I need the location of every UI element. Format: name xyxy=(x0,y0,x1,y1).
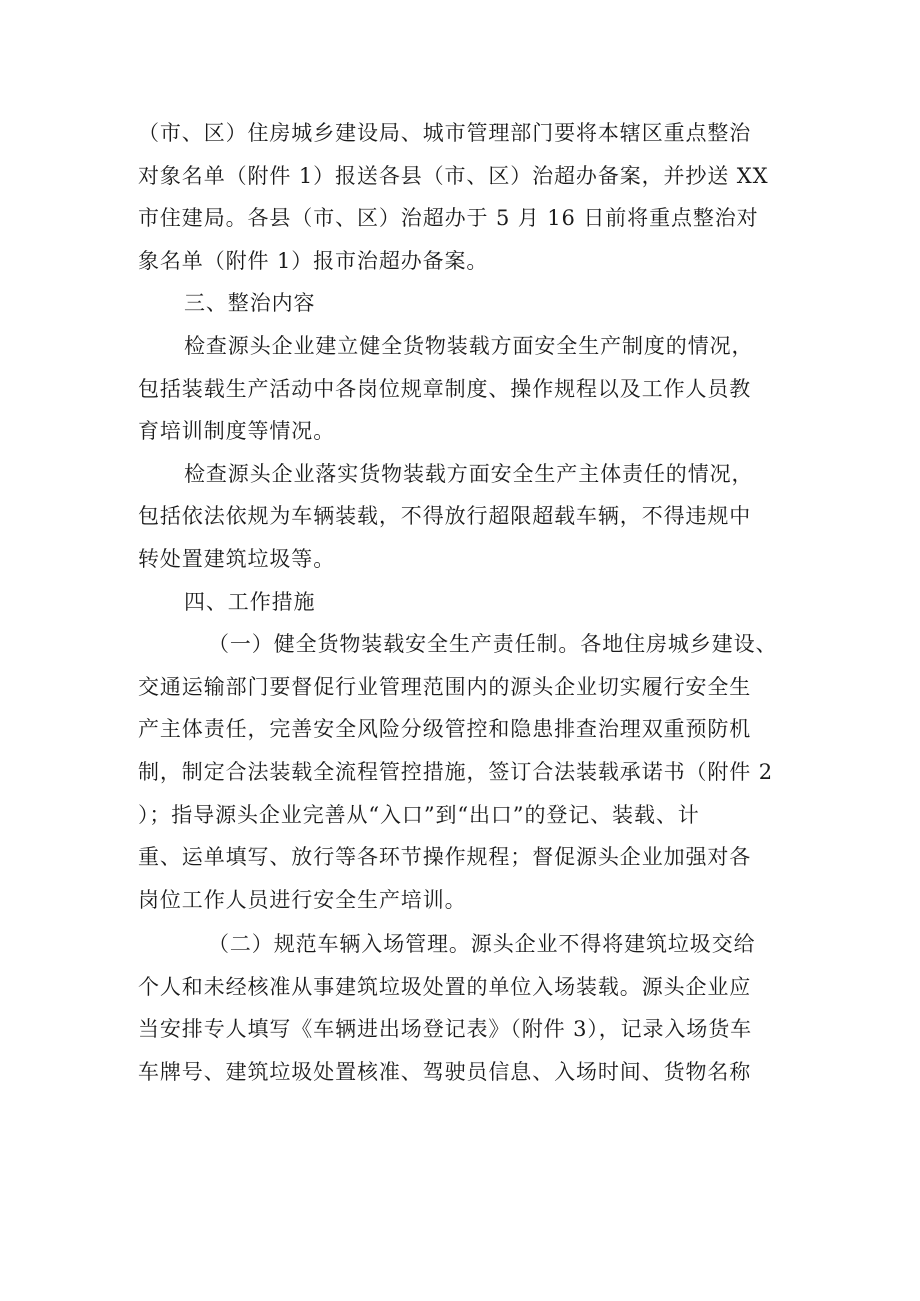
text-line: 转处置建筑垃圾等。 xyxy=(138,546,336,571)
text-line: 交通运输部门要督促行业管理范围内的源头企业切实履行安全生 xyxy=(138,674,752,699)
paragraph-filing xyxy=(138,112,798,282)
text-line: 检查源头企业落实货物装载方面安全生产主体责任的情况， xyxy=(184,461,754,486)
text-line: 包括装载生产活动中各岗位规章制度、操作规程以及工作人员教 xyxy=(138,376,752,401)
text-line: （二）规范车辆入场管理。源头企业不得将建筑垃圾交给 xyxy=(208,932,756,957)
section-heading-content: 三、整治内容 xyxy=(184,291,316,316)
text-line: ）；指导源头企业完善从“入口”到“出口”的登记、装载、计 xyxy=(138,802,700,827)
paragraph-check-systems xyxy=(138,325,798,453)
section-heading-measures: 四、工作措施 xyxy=(184,589,316,614)
document-page xyxy=(138,112,798,1094)
text-line: 岗位工作人员进行安全生产培训。 xyxy=(138,887,467,912)
text-line: 产主体责任，完善安全风险分级管控和隐患排查治理双重预防机 xyxy=(138,717,752,742)
text-line: （一）健全货物装载安全生产责任制。各地住房城乡建设、 xyxy=(208,632,778,657)
paragraph-measure-2 xyxy=(138,923,798,1093)
text-line: 个人和未经核准从事建筑垃圾处置的单位入场装载。源头企业应 xyxy=(138,974,752,999)
text-line: 车牌号、建筑垃圾处置核准、驾驶员信息、入场时间、货物名称 xyxy=(138,1060,752,1085)
text-line: 对象名单（附件 1）报送各县（市、区）治超办备案，并抄送 XX xyxy=(138,163,769,188)
text-line: 育培训制度等情况。 xyxy=(138,419,336,444)
paragraph-measure-1 xyxy=(138,623,798,921)
text-line: （市、区）住房城乡建设局、城市管理部门要将本辖区重点整治 xyxy=(138,121,752,145)
paragraph-check-responsibility xyxy=(138,453,798,581)
text-line: 象名单（附件 1）报市治超办备案。 xyxy=(138,248,489,273)
text-line: 当安排专人填写《车辆进出场登记表》（附件 3），记录入场货车 xyxy=(138,1017,753,1042)
text-line: 检查源头企业建立健全货物装载方面安全生产制度的情况， xyxy=(184,333,754,358)
text-line: 包括依法依规为车辆装载，不得放行超限超载车辆，不得违规中 xyxy=(138,504,752,529)
text-line: 市住建局。各县（市、区）治超办于 5 月 16 日前将重点整治对 xyxy=(138,206,759,231)
text-line: 制，制定合法装载全流程管控措施，签订合法装载承诺书（附件 2 xyxy=(138,759,774,784)
text-line: 重、运单填写、放行等各环节操作规程；督促源头企业加强对各 xyxy=(138,845,752,870)
